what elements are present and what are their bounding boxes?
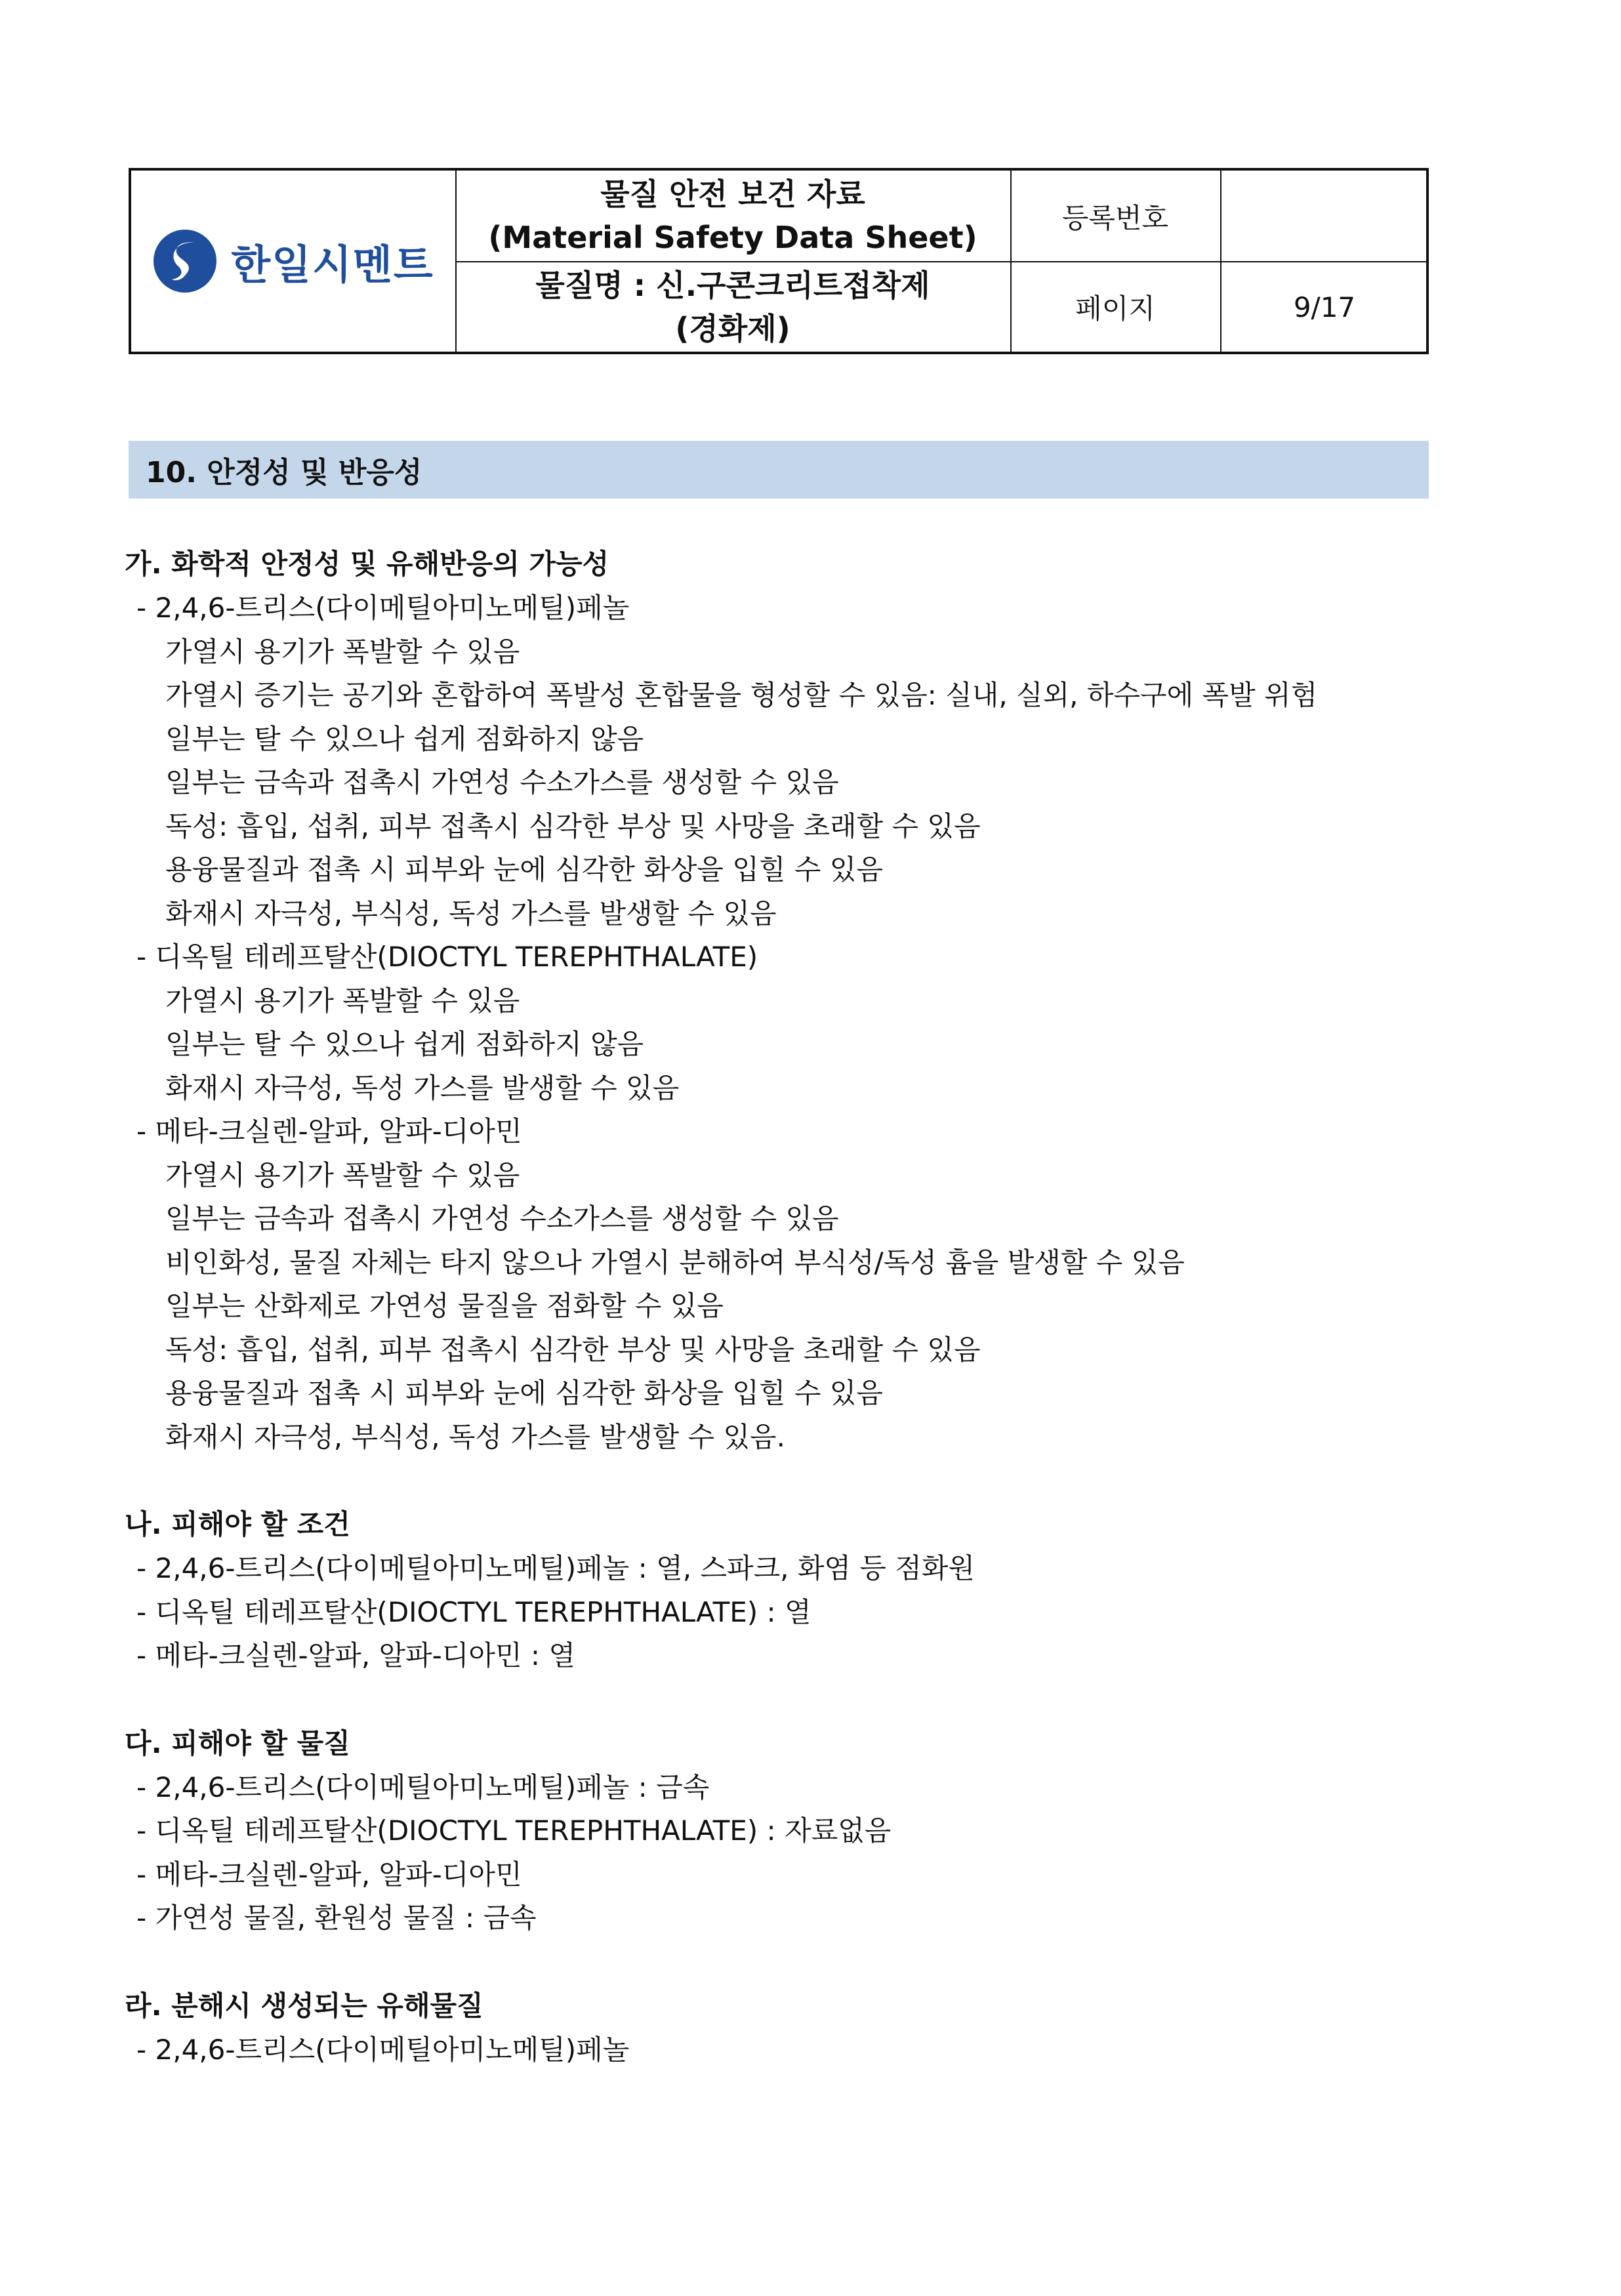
document-header-table (129, 168, 1429, 354)
company-logo-cell (131, 171, 455, 352)
page-number-value: 9/17 (1293, 291, 1356, 323)
subsection-title: 나. 피해야 할 조건 (125, 1508, 350, 1540)
document-title-korean: 물질 안전 보건 자료 (600, 176, 865, 212)
subsection-title: 라. 분해시 생성되는 유해물질 (125, 1989, 483, 2022)
section-body (125, 542, 1437, 2072)
hazard-line: 일부는 산화제로 가연성 물질을 점화할 수 있음 (165, 1290, 724, 1322)
hazard-line: 독성: 흡입, 섭취, 피부 접촉시 심각한 부상 및 사망을 초래할 수 있음 (165, 810, 981, 842)
company-logo (152, 228, 434, 294)
hazard-line: 용융물질과 접촉 시 피부와 눈에 심각한 화상을 입힐 수 있음 (165, 1377, 883, 1409)
document-title-english: (Material Safety Data Sheet) (488, 220, 977, 255)
page-label: 페이지 (1075, 293, 1155, 325)
substance-heading: - 메타-크실렌-알파, 알파-디아민 (136, 1115, 522, 1147)
hazard-line: 비인화성, 물질 자체는 타지 않으나 가열시 분해하여 부식성/독성 흄을 발생할 수 있음 (165, 1246, 1185, 1279)
subsection-title: 가. 화학적 안정성 및 유해반응의 가능성 (125, 548, 609, 580)
hazard-line: 용융물질과 접촉 시 피부와 눈에 심각한 화상을 입힐 수 있음 (165, 853, 883, 886)
hazard-line: 가열시 용기가 폭발할 수 있음 (165, 1158, 520, 1191)
hazard-line: 일부는 금속과 접촉시 가연성 수소가스를 생성할 수 있음 (165, 1202, 839, 1235)
hazard-line: 일부는 탈 수 있으나 쉽게 점화하지 않음 (165, 722, 644, 755)
material-name-line1: 물질명 : 신.구콘크리트접착제 (535, 268, 930, 303)
condition-item: - 메타-크실렌-알파, 알파-디아민 : 열 (136, 1639, 575, 1671)
document-title-cell (455, 171, 1010, 261)
decomposition-item: - 2,4,6-트리스(다이메틸아미노메틸)페놀 (136, 2033, 630, 2066)
section-title: 10. 안정성 및 반응성 (146, 456, 422, 489)
hazard-line: 일부는 탈 수 있으나 쉽게 점화하지 않음 (165, 1028, 644, 1060)
material-item: - 메타-크실렌-알파, 알파-디아민 (136, 1858, 522, 1891)
hazard-line: 가열시 증기는 공기와 혼합하여 폭발성 혼합물을 형성할 수 있음: 실내, 실외, 하수구에 폭발 위험 (165, 679, 1318, 711)
section-heading (129, 441, 1429, 499)
hazard-line: 일부는 금속과 접촉시 가연성 수소가스를 생성할 수 있음 (165, 766, 839, 798)
company-logo-icon (152, 228, 218, 294)
material-item: - 디옥틸 테레프탈산(DIOCTYL TEREPHTHALATE) : 자료없음 (136, 1814, 892, 1847)
substance-heading: - 2,4,6-트리스(다이메틸아미노메틸)페놀 (136, 592, 630, 624)
company-logo-text: 한일시멘트 (231, 240, 434, 289)
condition-item: - 디옥틸 테레프탈산(DIOCTYL TEREPHTHALATE) : 열 (136, 1595, 811, 1628)
material-item: - 2,4,6-트리스(다이메틸아미노메틸)페놀 : 금속 (136, 1771, 710, 1803)
registration-number-label: 등록번호 (1061, 202, 1169, 234)
registration-number-value (1220, 171, 1429, 262)
hazard-line: 독성: 흡입, 섭취, 피부 접촉시 심각한 부상 및 사망을 초래할 수 있음 (165, 1333, 981, 1366)
material-item: - 가연성 물질, 환원성 물질 : 금속 (136, 1902, 537, 1934)
material-name-cell (455, 262, 1010, 352)
hazard-line: 화재시 자극성, 부식성, 독성 가스를 발생할 수 있음. (165, 1420, 785, 1453)
substance-heading: - 디옥틸 테레프탈산(DIOCTYL TEREPHTHALATE) (136, 941, 758, 973)
subsection-title: 다. 피해야 할 물질 (125, 1727, 350, 1759)
hazard-line: 가열시 용기가 폭발할 수 있음 (165, 635, 520, 668)
hazard-line: 가열시 용기가 폭발할 수 있음 (165, 984, 520, 1017)
condition-item: - 2,4,6-트리스(다이메틸아미노메틸)페놀 : 열, 스파크, 화염 등 점화원 (136, 1552, 975, 1584)
hazard-line: 화재시 자극성, 부식성, 독성 가스를 발생할 수 있음 (165, 897, 777, 930)
material-name-line2: (경화제) (675, 311, 790, 346)
hazard-line: 화재시 자극성, 독성 가스를 발생할 수 있음 (165, 1071, 680, 1104)
